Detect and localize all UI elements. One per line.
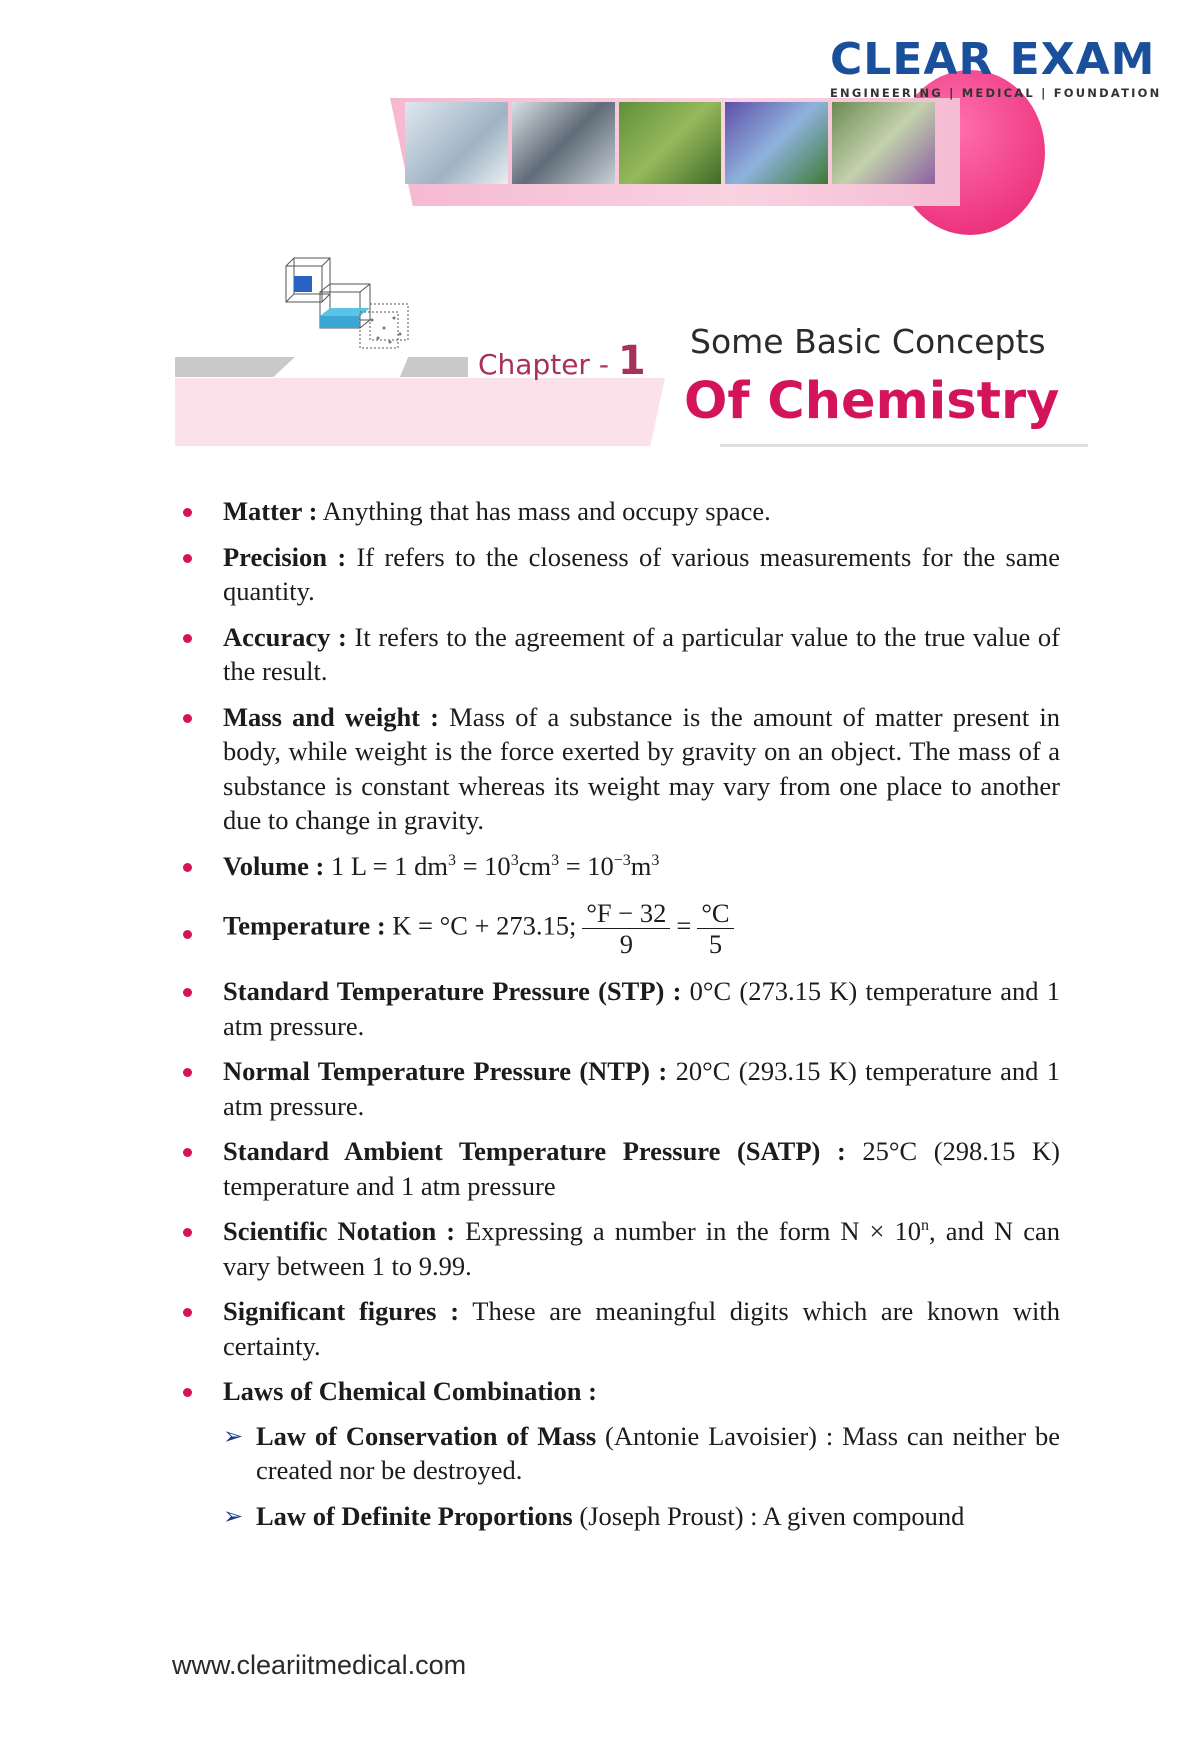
bullet-icon xyxy=(183,863,192,872)
law-definite-proportions xyxy=(223,1499,1060,1534)
bullet-icon xyxy=(183,1228,192,1237)
exponent: 3 xyxy=(551,851,560,869)
note-text: 25°C (298.15 K) temperature and 1 atm pressure xyxy=(223,1136,1060,1201)
exponent: −3 xyxy=(613,851,631,869)
note-text: These are meaningful digits which are known with certainty. xyxy=(223,1296,1061,1361)
arrow-bullet-icon: ➢ xyxy=(223,1421,244,1450)
note-text: It refers to the agreement of a particular value to the true value of the result. xyxy=(223,621,1060,686)
volume-part: m xyxy=(630,850,652,881)
note-temperature xyxy=(175,894,1060,963)
fraction-numerator: °F − 32 xyxy=(582,898,670,929)
flowers-photo xyxy=(725,102,828,184)
note-term: Significant figures : xyxy=(223,1296,460,1326)
bullet-icon xyxy=(183,988,192,997)
clear-exam-logo xyxy=(830,34,1162,100)
law-text: (Joseph Proust) : A given compound xyxy=(572,1500,965,1531)
note-text: If refers to the closeness of various measurements for the same quantity. xyxy=(223,541,1060,606)
note-chemical-laws xyxy=(175,1374,1060,1533)
chapter-band xyxy=(175,378,665,446)
volume-part: 1 L = 1 dm xyxy=(324,850,448,881)
chapter-label xyxy=(478,338,646,384)
bullet-icon xyxy=(183,714,192,723)
fraction-denominator: 9 xyxy=(619,929,633,959)
equals-sign: = xyxy=(676,910,692,941)
exponent: n xyxy=(921,1217,930,1235)
microscope-photo xyxy=(512,102,615,184)
logo-subtitle: ENGINEERING | MEDICAL | FOUNDATION xyxy=(830,86,1162,100)
bullet-icon xyxy=(183,1388,192,1397)
law-conservation-of-mass xyxy=(223,1419,1060,1488)
fraction-fahrenheit xyxy=(582,898,670,959)
title-underline xyxy=(720,444,1088,447)
note-term: Normal Temperature Pressure (NTP) : xyxy=(223,1056,668,1086)
dna-photo xyxy=(405,102,508,184)
arrow-bullet-icon: ➢ xyxy=(223,1501,244,1530)
note-ntp xyxy=(175,1054,1060,1123)
law-name: Law of Definite Proportions xyxy=(256,1500,573,1531)
fraction-numerator: °C xyxy=(697,898,733,929)
note-significant-figures xyxy=(175,1294,1060,1363)
note-text: , and N can vary between 1 to 9.99. xyxy=(223,1216,1060,1281)
note-term: Scientific Notation : xyxy=(223,1216,456,1246)
tree-photo xyxy=(832,102,935,184)
note-term: Temperature : xyxy=(223,910,386,941)
note-term: Volume : xyxy=(223,850,325,881)
fraction-celsius xyxy=(697,898,733,959)
note-text: Mass of a substance is the amount of matter present in body, while weight is the force exerted by gravity on an object. The mass of a substance is constant whereas its weight may vary from one place to another due to change in gravity. xyxy=(223,701,1061,835)
bullet-icon xyxy=(183,1068,192,1077)
exponent: 3 xyxy=(651,851,660,869)
chapter-title-line1: Some Basic Concepts xyxy=(690,322,1046,361)
note-text: 0°C (273.15 K) temperature and 1 atm pressure. xyxy=(223,976,1060,1041)
note-term: Standard Ambient Temperature Pressure (SATP) : xyxy=(223,1136,846,1166)
fraction-denominator: 5 xyxy=(708,929,723,959)
note-satp xyxy=(175,1134,1060,1203)
divider-left xyxy=(175,357,295,377)
logo-title: CLEAR EXAM xyxy=(830,34,1156,85)
bullet-icon xyxy=(183,554,192,563)
volume-part: = 10 xyxy=(559,850,614,881)
note-matter xyxy=(175,494,1060,529)
temperature-formula: K = °C + 273.15; xyxy=(385,910,577,941)
note-volume xyxy=(175,849,1060,884)
note-term: Mass and weight : xyxy=(223,701,439,732)
note-term: Precision : xyxy=(223,541,347,572)
plant-photo xyxy=(619,102,722,184)
exponent: 3 xyxy=(510,851,519,869)
bullet-icon xyxy=(183,930,192,939)
note-term: Laws of Chemical Combination : xyxy=(223,1376,597,1406)
note-precision xyxy=(175,540,1060,609)
note-scientific-notation xyxy=(175,1214,1060,1283)
chapter-number: 1 xyxy=(617,338,646,384)
exponent: 3 xyxy=(447,851,456,869)
volume-part: cm xyxy=(518,850,552,881)
states-of-matter-cubes-icon xyxy=(280,250,420,385)
volume-part: = 10 xyxy=(455,850,511,881)
science-photo-strip xyxy=(405,102,935,184)
law-name: Law of Conservation of Mass xyxy=(256,1420,597,1451)
note-stp xyxy=(175,974,1060,1043)
laws-list xyxy=(223,1419,1060,1534)
notes-content xyxy=(175,494,1060,1544)
note-term: Accuracy : xyxy=(223,621,347,652)
note-text: 20°C (293.15 K) temperature and 1 atm pressure. xyxy=(223,1056,1060,1121)
bullet-icon xyxy=(183,634,192,643)
note-accuracy xyxy=(175,620,1060,689)
footer-website: www.cleariitmedical.com xyxy=(172,1650,467,1680)
note-term: Matter : xyxy=(223,496,318,526)
bullet-icon xyxy=(183,508,192,517)
law-text: (Antonie Lavoisier) : Mass can neither be created nor be destroyed. xyxy=(256,1420,1060,1485)
bullet-icon xyxy=(183,1308,192,1317)
note-mass-weight xyxy=(175,700,1060,838)
bullet-icon xyxy=(183,1148,192,1157)
note-text: Expressing a number in the form N × 10 xyxy=(455,1216,922,1246)
chapter-title-line2: Of Chemistry xyxy=(684,372,1060,431)
note-term: Standard Temperature Pressure (STP) : xyxy=(223,976,682,1006)
note-text: Anything that has mass and occupy space. xyxy=(317,496,771,526)
chapter-label-text: Chapter - xyxy=(478,348,618,381)
